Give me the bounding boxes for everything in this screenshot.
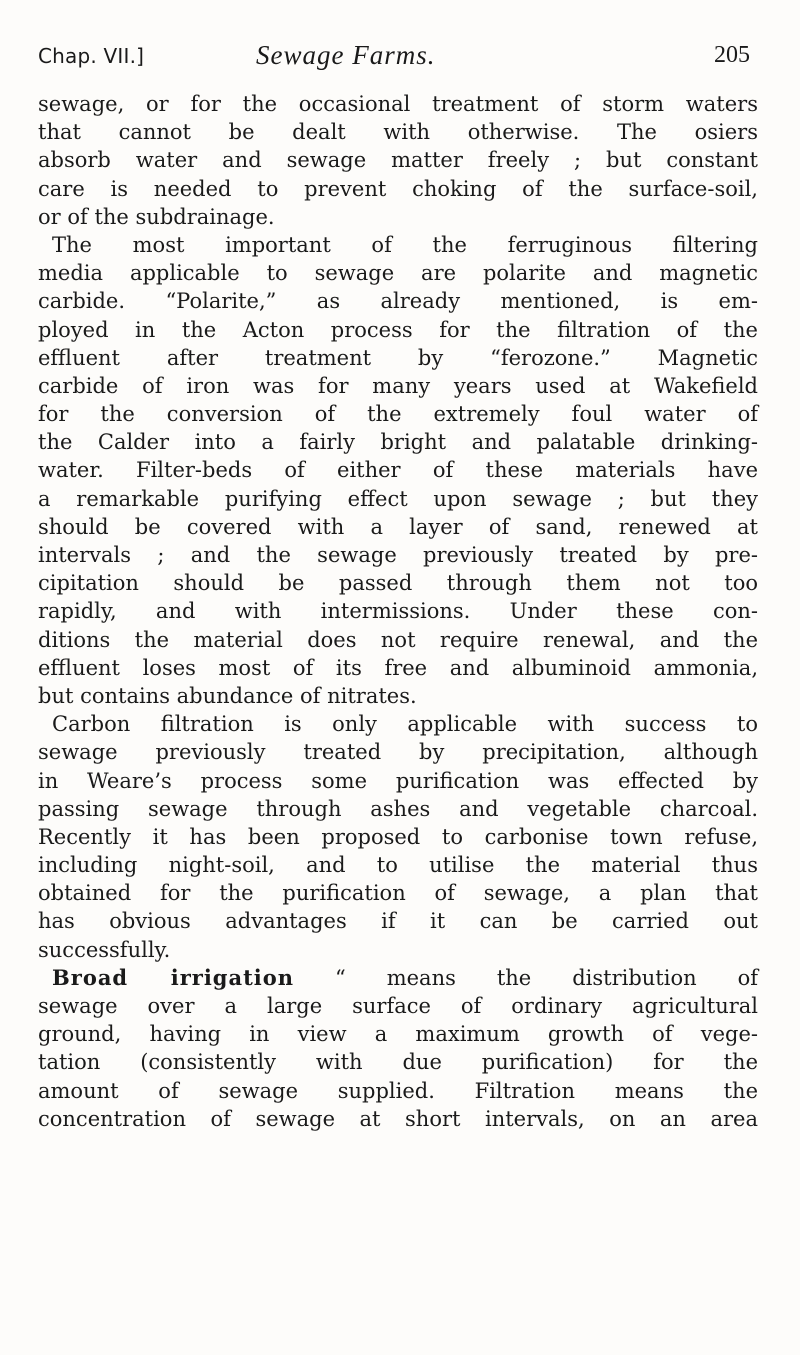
running-head: [38, 40, 758, 84]
text-line: a remarkable purifying effect upon sewage ; but they: [38, 486, 758, 511]
text-line: sewage, or for the occasional treatment of storm waters: [38, 92, 758, 116]
run-in-heading: Broad irrigation: [52, 964, 295, 990]
text-line: or of the subdrainage.: [38, 204, 275, 229]
text-line: amount of sewage supplied. Filtration means the: [38, 1078, 758, 1103]
text-line: that cannot be dealt with otherwise. The osiers: [38, 120, 758, 145]
text-line: concentration of sewage at short intervals, on an area: [38, 1106, 758, 1131]
text-line: obtained for the purification of sewage, a plan that: [38, 881, 758, 906]
text-line: media applicable to sewage are polarite and magnetic: [38, 261, 758, 286]
text-line: absorb water and sewage matter freely ; but constant: [38, 148, 758, 173]
text-line: effluent loses most of its free and albuminoid ammonia,: [38, 655, 758, 680]
body-text: [38, 90, 758, 1133]
page-number: 205: [714, 42, 750, 68]
text-line: Recently it has been proposed to carbonise town refuse,: [38, 824, 758, 849]
chapter-label: Chap. VII.]: [38, 44, 145, 68]
text-line: carbide of iron was for many years used at Wakefield: [38, 373, 758, 398]
text-line: should be covered with a layer of sand, renewed at: [38, 514, 758, 539]
text-line: passing sewage through ashes and vegetable charcoal.: [38, 796, 758, 821]
text-line: ground, having in view a maximum growth of vege-: [38, 1022, 758, 1047]
text-line: in Weare’s process some purification was effected by: [38, 768, 758, 793]
running-title: Sewage Farms.: [256, 40, 436, 70]
text-line: for the conversion of the extremely foul water of: [38, 402, 758, 427]
text-line: sewage over a large surface of ordinary agricultural: [38, 994, 758, 1018]
text-line: has obvious advantages if it can be carried out: [38, 909, 758, 934]
text-line: water. Filter-beds of either of these materials have: [38, 458, 758, 483]
text-line: ployed in the Acton process for the filtration of the: [38, 317, 758, 342]
text-line: sewage previously treated by precipitation, although: [38, 740, 758, 765]
text-line: but contains abundance of nitrates.: [38, 683, 417, 708]
text-line: intervals ; and the sewage previously treated by pre-: [38, 543, 758, 567]
text-line: effluent after treatment by “ferozone.” Magnetic: [38, 345, 758, 370]
text-line: successfully.: [38, 937, 171, 962]
text-line: the Calder into a fairly bright and palatable drinking-: [38, 430, 758, 455]
text-line: including night-soil, and to utilise the material thus: [38, 853, 758, 878]
text-line: cipitation should be passed through them not too: [38, 571, 758, 596]
text-line: tation (consistently with due purification) for the: [38, 1050, 758, 1075]
book-page: [38, 40, 758, 1133]
text-line: rapidly, and with intermissions. Under these con-: [38, 599, 758, 624]
text-line-rest: “ means the distribution of: [294, 965, 758, 990]
text-line: care is needed to prevent choking of the surface-soil,: [38, 176, 758, 201]
paragraph-first-line: The most important of the ferruginous filtering: [52, 232, 758, 257]
text-line: ditions the material does not require renewal, and the: [38, 627, 758, 652]
paragraph-first-line: [38, 964, 758, 992]
paragraph-first-line: Carbon filtration is only applicable with success to: [52, 712, 758, 737]
text-line: carbide. “Polarite,” as already mentioned, is em-: [38, 289, 758, 314]
